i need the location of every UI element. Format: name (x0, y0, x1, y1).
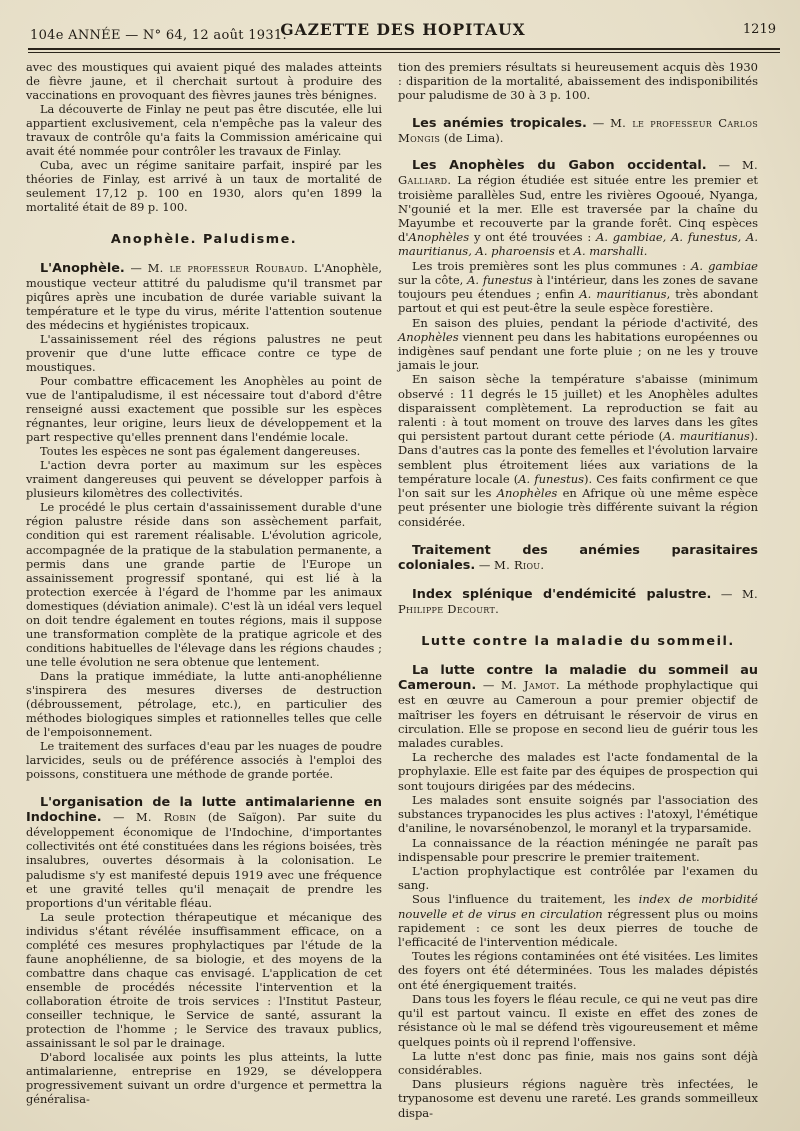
journal-title: GAZETTE DES HOPITAUX (280, 20, 526, 39)
text-run: y ont été trouvées : (469, 230, 597, 245)
paragraph: Toutes les régions contaminées ont été visitées. Les limites des foyers ont été déterminées. Tous les malades dépistés ont été énergiquement traités. (398, 949, 758, 992)
paragraph: avec des moustiques qui avaient piqué des malades atteints de fièvre jaune, et il cherchait surtout à produire des vaccinations en provoquant des fièvres jaunes très bénignes. (26, 60, 382, 103)
header-rule (28, 48, 780, 50)
page-number: 1219 (742, 22, 776, 37)
paragraph: Le traitement des surfaces d'eau par les nuages de poudre larvicides, seuls ou de préférence associés à l'emploi des poissons, constituera une méthode de grande portée. (26, 739, 382, 782)
species-list: A. marshalli. (573, 244, 648, 259)
text-run: index de morbidité nouvelle et de virus en circulation (398, 892, 758, 921)
paragraph (398, 892, 758, 949)
text-run: A. funestus (467, 272, 533, 287)
text-run: sur la côte, (398, 272, 468, 287)
text-run: et (554, 244, 574, 259)
paragraph: tion des premiers résultats si heureusement acquis dès 1930 : disparition de la mortalité, abaissement des indisponibilités pour paludisme de 30 à 3 p. 100. (398, 60, 758, 103)
article-heading: Les anémies tropicales. (412, 115, 587, 131)
paragraph: Dans la pratique immédiate, la lutte anti-anophélienne s'inspirera des mesures diverses de destruction (débroussement, pétrolage, etc.), en particulier des méthodes biologiques simples et rationnelles telles que celle de l'empoisonnement. (26, 668, 382, 740)
article-author: M. Galliard. (398, 158, 759, 188)
text-run: La région étudiée est située entre les premier et troisième parallèles Sud, entre les rivières Ogooué, Nyanga, N'gounié et la mer. Elle est traversée par la chaîne du Mayumbe et recouverte par la grande forêt. Cinq espèces d' (398, 173, 758, 245)
article-anemies-tropicales: Les anémies tropicales. — M. le professeur Carlos Mongis (de Lima). (398, 115, 759, 145)
right-column (398, 60, 758, 1120)
paragraph: D'abord localisée aux points les plus atteints, la lutte antimalarienne, entreprise en 1929, se développera progressivement suivant un ordre d'urgence et permettra la généralisa- (26, 1050, 382, 1107)
article-anophele: L'Anophèle. — M. le professeur Roubaud. L'Anophèle, moustique vecteur attitré du paludisme qu'il transmet par piqûres après une incubation de durée variable suivant la température et le type du virus, mérite l'attention soutenue des médecins et hygiénistes tropicaux. L'assainissement réel des régions palustres ne peut provenir que d'une lutte efficace contre ce type de moustiques. Pour combattre efficacement les Anophèles au point de vue de l'antipaludisme, il est nécessaire tout d'abord d'être renseigné aussi exactement que possible sur les espèces régnantes, leur origine, leurs lieux de développement et la part respective qu'elles prennent dans l'endémie locale. Toutes les espèces ne sont pas également dangereuses. L'action devra porter au maximum sur les espèces vraiment dangereuses qui peuvent se développer parfois à plusieurs kilomètres des collectivités. Le procédé le plus certain d'assainissement durable d'une région palustre réside dans son assèchement parfait, condition qui est rarement réalisable. L'évolution agricole, accompagnée de la pratique de la stabulation permanente, a permis dans une grande partie de l'Europe un assainissement progressif spontané, qui est lié à la protection exercée à l'égard de l'homme par les animaux domestiques (déviation animale). C'est là un idéal vers lequel on doit tendre également en toutes régions, mais il suppose une transformation complète de la pratique agricole et des conditions habituelles de l'élevage dans les régions chaudes ; une telle évolution ne sera obtenue que lentement. Dans la pratique immédiate, la lutte anti-anophélienne s'inspirera des mesures diverses de destruction (débroussement, pétrolage, etc.), en particulier des méthodes biologiques simples et rationnelles telles que celle de l'empoisonnement. Le traitement des surfaces d'eau par les nuages de poudre larvicides, seuls ou de préférence associés à l'emploi des poissons, constituera une méthode de grande portée. (26, 260, 383, 782)
paragraph (398, 372, 758, 528)
section-title: Anophèle. Paludisme. (110, 231, 298, 247)
article-heading: Traitement des anémies parasitaires coloniales. (398, 542, 758, 573)
text-run: Anophèles (408, 230, 470, 245)
paragraph (398, 316, 758, 373)
header-rule-thin (28, 52, 780, 53)
text-run: Les trois premières sont les plus communes : (412, 258, 692, 273)
article-heading: La lutte contre la maladie du sommeil au Cameroun. (398, 662, 758, 694)
article-author: M. Riou. (494, 558, 545, 572)
paragraph: La méthode prophylactique qui est en œuvre au Cameroun a pour premier objectif de maîtriser les foyers en détruisant le réservoir de virus en circulation. Elle se propose en second lieu de guérir tous les malades curables. (398, 678, 759, 750)
paragraph: L'Anophèle, moustique vecteur attitré du paludisme qu'il transmet par piqûres après une incubation de durée variable suivant la température et le type du virus, mérite l'attention soutenue des médecins et hygiénistes tropicaux. (26, 260, 383, 332)
article-heading: Index splénique d'endémicité palustre. (412, 587, 712, 603)
paragraph: La connaissance de la réaction méningée ne paraît pas indispensable pour prescrire le premier traitement. (398, 835, 758, 864)
paragraph: La seule protection thérapeutique et mécanique des individus s'étant révélée insuffisamment efficace, on a complété ces mesures prophylactiques par l'étude de la faune anophélienne, de sa biologie, et des moyens de la combattre dans chaque cas envisagé. L'application de cet ensemble de procédés nécessite l'intervention et la collaboration étroite de trois services : l'Institut Pasteur, conseiller technique, le Service de santé, assurant la protection de l'homme ; le Service des travaux publics, assainissant le sol par le drainage. (26, 909, 382, 1051)
article-author: M. le professeur Roubaud. (147, 260, 308, 275)
paragraph: L'action prophylactique est contrôlée par l'examen du sang. (398, 863, 758, 893)
article-anemies-parasitaires: Traitement des anémies parasitaires coloniales. — M. Riou. (398, 542, 758, 573)
text-run: Sous l'influence du traitement, les (412, 892, 639, 907)
paragraph: Dans tous les foyers le fléau recule, ce qui ne veut pas dire qu'il est partout vaincu. Il existe en effet des zones de résistance où le mal se défend très vigoureusement et même quelques points où il reprend l'offensive. (398, 991, 758, 1049)
paragraph: Le procédé le plus certain d'assainissement durable d'une région palustre réside dans son assèchement parfait, condition qui est rarement réalisable. L'évolution agricole, accompagnée de la pratique de la stabulation permanente, a permis dans une grande partie de l'Europe un assainissement progressif spontané, qui est lié à la protection exercée à l'égard de l'homme par les animaux domestiques (déviation animale). C'est là un idéal vers lequel on doit tendre également en toutes régions, mais il suppose une transformation complète de la pratique agricole et des conditions habituelles de l'élevage dans les régions chaudes ; une telle évolution ne sera obtenue que lentement. (26, 500, 382, 669)
text-run: A. mauritianus (663, 429, 750, 444)
article-heading: L'organisation de la lutte antimalarienne en Indochine. (26, 795, 382, 826)
text-run: à l'intérieur, dans les zones de savane toujours peu étendues ; enfin (398, 272, 758, 302)
species-list: A. gambiae, A. funestus, A. mauritianus, A. pharoensis (398, 230, 758, 259)
article-heading: L'Anophèle. (40, 260, 125, 276)
page-header (26, 18, 780, 48)
article-author: M. Jamot. (500, 678, 560, 693)
text-run: régressent plus ou moins rapidement : ce sont les deux pierres de touche de l'efficacité de l'intervention médicale. (398, 906, 758, 950)
paragraph: L'assainissement réel des régions palustres ne peut provenir que d'une lutte efficace contre ce type de moustiques. (26, 331, 382, 374)
left-column (26, 60, 382, 1106)
article-indochine: L'organisation de la lutte antimalarienne en Indochine. — M. Robin (de Saïgon). Par suite du développement économique de l'Indochine, d'importantes collectivités ont été constituées dans les régions boisées, très insalubres, ouvertes désormais à la colonisation. Le paludisme s'y est manifesté depuis 1919 avec une fréquence et une gravité telles qu'il menaçait de prendre les proportions d'un véritable fléau. La seule protection thérapeutique et mécanique des individus s'étant révélée insuffisamment efficace, on a complété ces mesures prophylactiques par l'étude de la faune anophélienne, de sa biologie, et des moyens de la combattre dans chaque cas envisagé. L'application de cet ensemble de procédés nécessite l'intervention et la collaboration étroite de trois services : l'Institut Pasteur, conseiller technique, le Service de santé, assurant la protection de l'homme ; le Service des travaux publics, assainissant le sol par le drainage. D'abord localisée aux points les plus atteints, la lutte antimalarienne, entreprise en 1929, se développera progressivement suivant un ordre d'urgence et permettra la généralisa- (26, 795, 382, 1107)
text-run: ). Dans d'autres cas la ponte des femelles et l'évolution larvaire semblent plus étroitement liées aux variations de la température locale ( (398, 429, 758, 486)
paragraph: (de Saïgon). Par suite du développement économique de l'Indochine, d'importantes collectivités ont été constituées dans les régions boisées, très insalubres, ouvertes désormais à la colonisation. Le paludisme s'y est manifesté depuis 1919 avec une fréquence et une gravité telles qu'il menaçait de prendre les proportions d'un véritable fléau. (26, 810, 382, 910)
text-run: viennent peu dans les habitations européennes ou indigènes sauf pendant une forte pluie ; on ne les y trouve jamais le jour. (398, 329, 758, 373)
article-heading: Les Anophèles du Gabon occidental. (412, 158, 707, 174)
paragraph (398, 259, 758, 316)
text-run: en Afrique où une même espèce peut présenter une biologie très différente suivant la région considérée. (398, 486, 758, 529)
article-anopheles-gabon: Les Anophèles du Gabon occidental. — M. Galliard. La région étudiée est située entre les premier et troisième parallèles Sud, entre les rivières Ogooué, Nyanga, N'gounié et la mer. Elle est traversée par la chaîne du Mayumbe et recouverte par la grande forêt. Cinq espèces d'Anophèles y ont été trouvées : A. gambiae, A. funestus, A. mauritianus, A. pharoensis et A. marshalli. Les trois premières sont les plus communes : A. gambiae sur la côte, A. funestus à l'intérieur, dans les zones de savane toujours peu étendues ; enfin A. mauritianus, très abondant partout et qui est peut-être la seule espèce forestière. En saison des pluies, pendant la période d'activité, des Anophèles viennent peu dans les habitations européennes ou indigènes sauf pendant une forte pluie ; on ne les y trouve jamais le jour. En saison sèche la température s'abaisse (minimum observé : 11 degrés le 15 juillet) et les Anophèles adultes disparaissent complètement. La reproduction se fait au ralenti : à tout moment on trouve des larves dans les gîtes qui persistent partout durant cette période (A. mauritianus). Dans d'autres cas la ponte des femelles et l'évolution larvaire semblent plus étroitement liées aux variations de la température locale (A. funestus). Ces faits confirment ce que l'on sait sur les Anophèles en Afrique où une même espèce peut présenter une biologie très différente suivant la région considérée. (398, 158, 759, 529)
article-author: M. le professeur Carlos Mongis (398, 115, 759, 145)
paragraph: Dans plusieurs régions naguère très infectées, le trypanosome est devenu une rareté. Les grands sommeilleux dispa- (398, 1077, 758, 1120)
article-affiliation: (de Lima). (443, 130, 504, 145)
text-run: A. funestus (518, 471, 585, 486)
text-run: En saison sèche la température s'abaisse (minimum observé : 11 degrés le 15 juillet) et les Anophèles adultes disparaissent complètement. La reproduction se fait au ralenti : à tout moment on trouve des larves dans les gîtes qui persistent partout durant cette période ( (398, 372, 758, 444)
paragraph: Toutes les espèces ne sont pas également dangereuses. (40, 444, 361, 459)
article-author: M. Robin (136, 810, 197, 825)
article-index-splenique: Index splénique d'endémicité palustre. — M. Philippe Decourt. (398, 587, 758, 617)
paragraph: Les malades sont ensuite soignés par l'association des substances trypanocides les plus actives : l'atoxyl, l'émétique d'aniline, le novarsénobenzol, le moranyl et la tryparsamide. (398, 792, 758, 836)
paragraph: L'action devra porter au maximum sur les espèces vraiment dangereuses qui peuvent se développer parfois à plusieurs kilomètres des collectivités. (26, 458, 382, 501)
paragraph: Cuba, avec un régime sanitaire parfait, inspiré par les théories de Finlay, est arrivé à un taux de mortalité de seulement 17,12 p. 100 en 1930, alors qu'en 1899 la mortalité était de 89 p. 100. (26, 158, 382, 215)
text-run: A. gambiae (691, 258, 758, 273)
text-run: A. mauritianus (579, 287, 667, 302)
text-run: Anophèles (398, 329, 459, 344)
text-run: En saison des pluies, pendant la période d'activité, des (412, 315, 758, 330)
article-author: M. Philippe Decourt. (398, 587, 758, 617)
text-run: , très abondant partout et qui est peut-être la seule espèce forestière. (398, 287, 758, 316)
text-run: ). Ces faits confirment ce que l'on sait sur les (398, 471, 758, 501)
section-title: Lutte contre la maladie du sommeil. (421, 633, 735, 649)
paragraph: Pour combattre efficacement les Anophèles au point de vue de l'antipaludisme, il est nécessaire tout d'abord d'être renseigné aussi exactement que possible sur les espèces régnantes, leur origine, leurs lieux de développement et la part respective qu'elles prennent dans l'endémie locale. (26, 373, 382, 445)
issue-line: 104e ANNÉE — N° 64, 12 août 1931. (30, 28, 287, 43)
paragraph: La découverte de Finlay ne peut pas être discutée, elle lui appartient exclusivement, cela n'empêche pas la valeur des travaux de contrôle qu'a faits la Commission américaine qui avait été nommée pour contrôler les travaux de Finlay. (26, 102, 382, 159)
paragraph: La recherche des malades est l'acte fondamental de la prophylaxie. Elle est faite par des équipes de prospection qui sont toujours dirigées par des médecins. (398, 750, 758, 793)
article-cameroun: La lutte contre la maladie du sommeil au Cameroun. — M. Jamot. La méthode prophylactique qui est en œuvre au Cameroun a pour premier objectif de maîtriser les foyers en détruisant le réservoir de virus en circulation. Elle se propose en second lieu de guérir tous les malades curables. La recherche des malades est l'acte fondamental de la prophylaxie. Elle est faite par des équipes de prospection qui sont toujours dirigées par des médecins. Les malades sont ensuite soignés par l'association des substances trypanocides les plus actives : l'atoxyl, l'émétique d'aniline, le novarsénobenzol, le moranyl et la tryparsamide. La connaissance de la réaction méningée ne paraît pas indispensable pour prescrire le premier traitement. L'action prophylactique est contrôlée par l'examen du sang. Sous l'influence du traitement, les index de morbidité nouvelle et de virus en circulation régressent plus ou moins rapidement : ce sont les deux pierres de touche de l'efficacité de l'intervention médicale. Toutes les régions contaminées ont été visitées. Les limites des foyers ont été déterminées. Tous les malades dépistés ont été énergiquement traités. Dans tous les foyers le fléau recule, ce qui ne veut pas dire qu'il est partout vaincu. Il existe en effet des zones de résistance où le mal se défend très vigoureusement et même quelques points où il reprend l'offensive. La lutte n'est donc pas finie, mais nos gains sont déjà considérables. Dans plusieurs régions naguère très infectées, le trypanosome est devenu une rareté. Les grands sommeilleux dispa- (398, 662, 759, 1120)
text-run: Anophèles (496, 486, 558, 501)
paragraph: La lutte n'est donc pas finie, mais nos gains sont déjà considérables. (398, 1048, 758, 1077)
